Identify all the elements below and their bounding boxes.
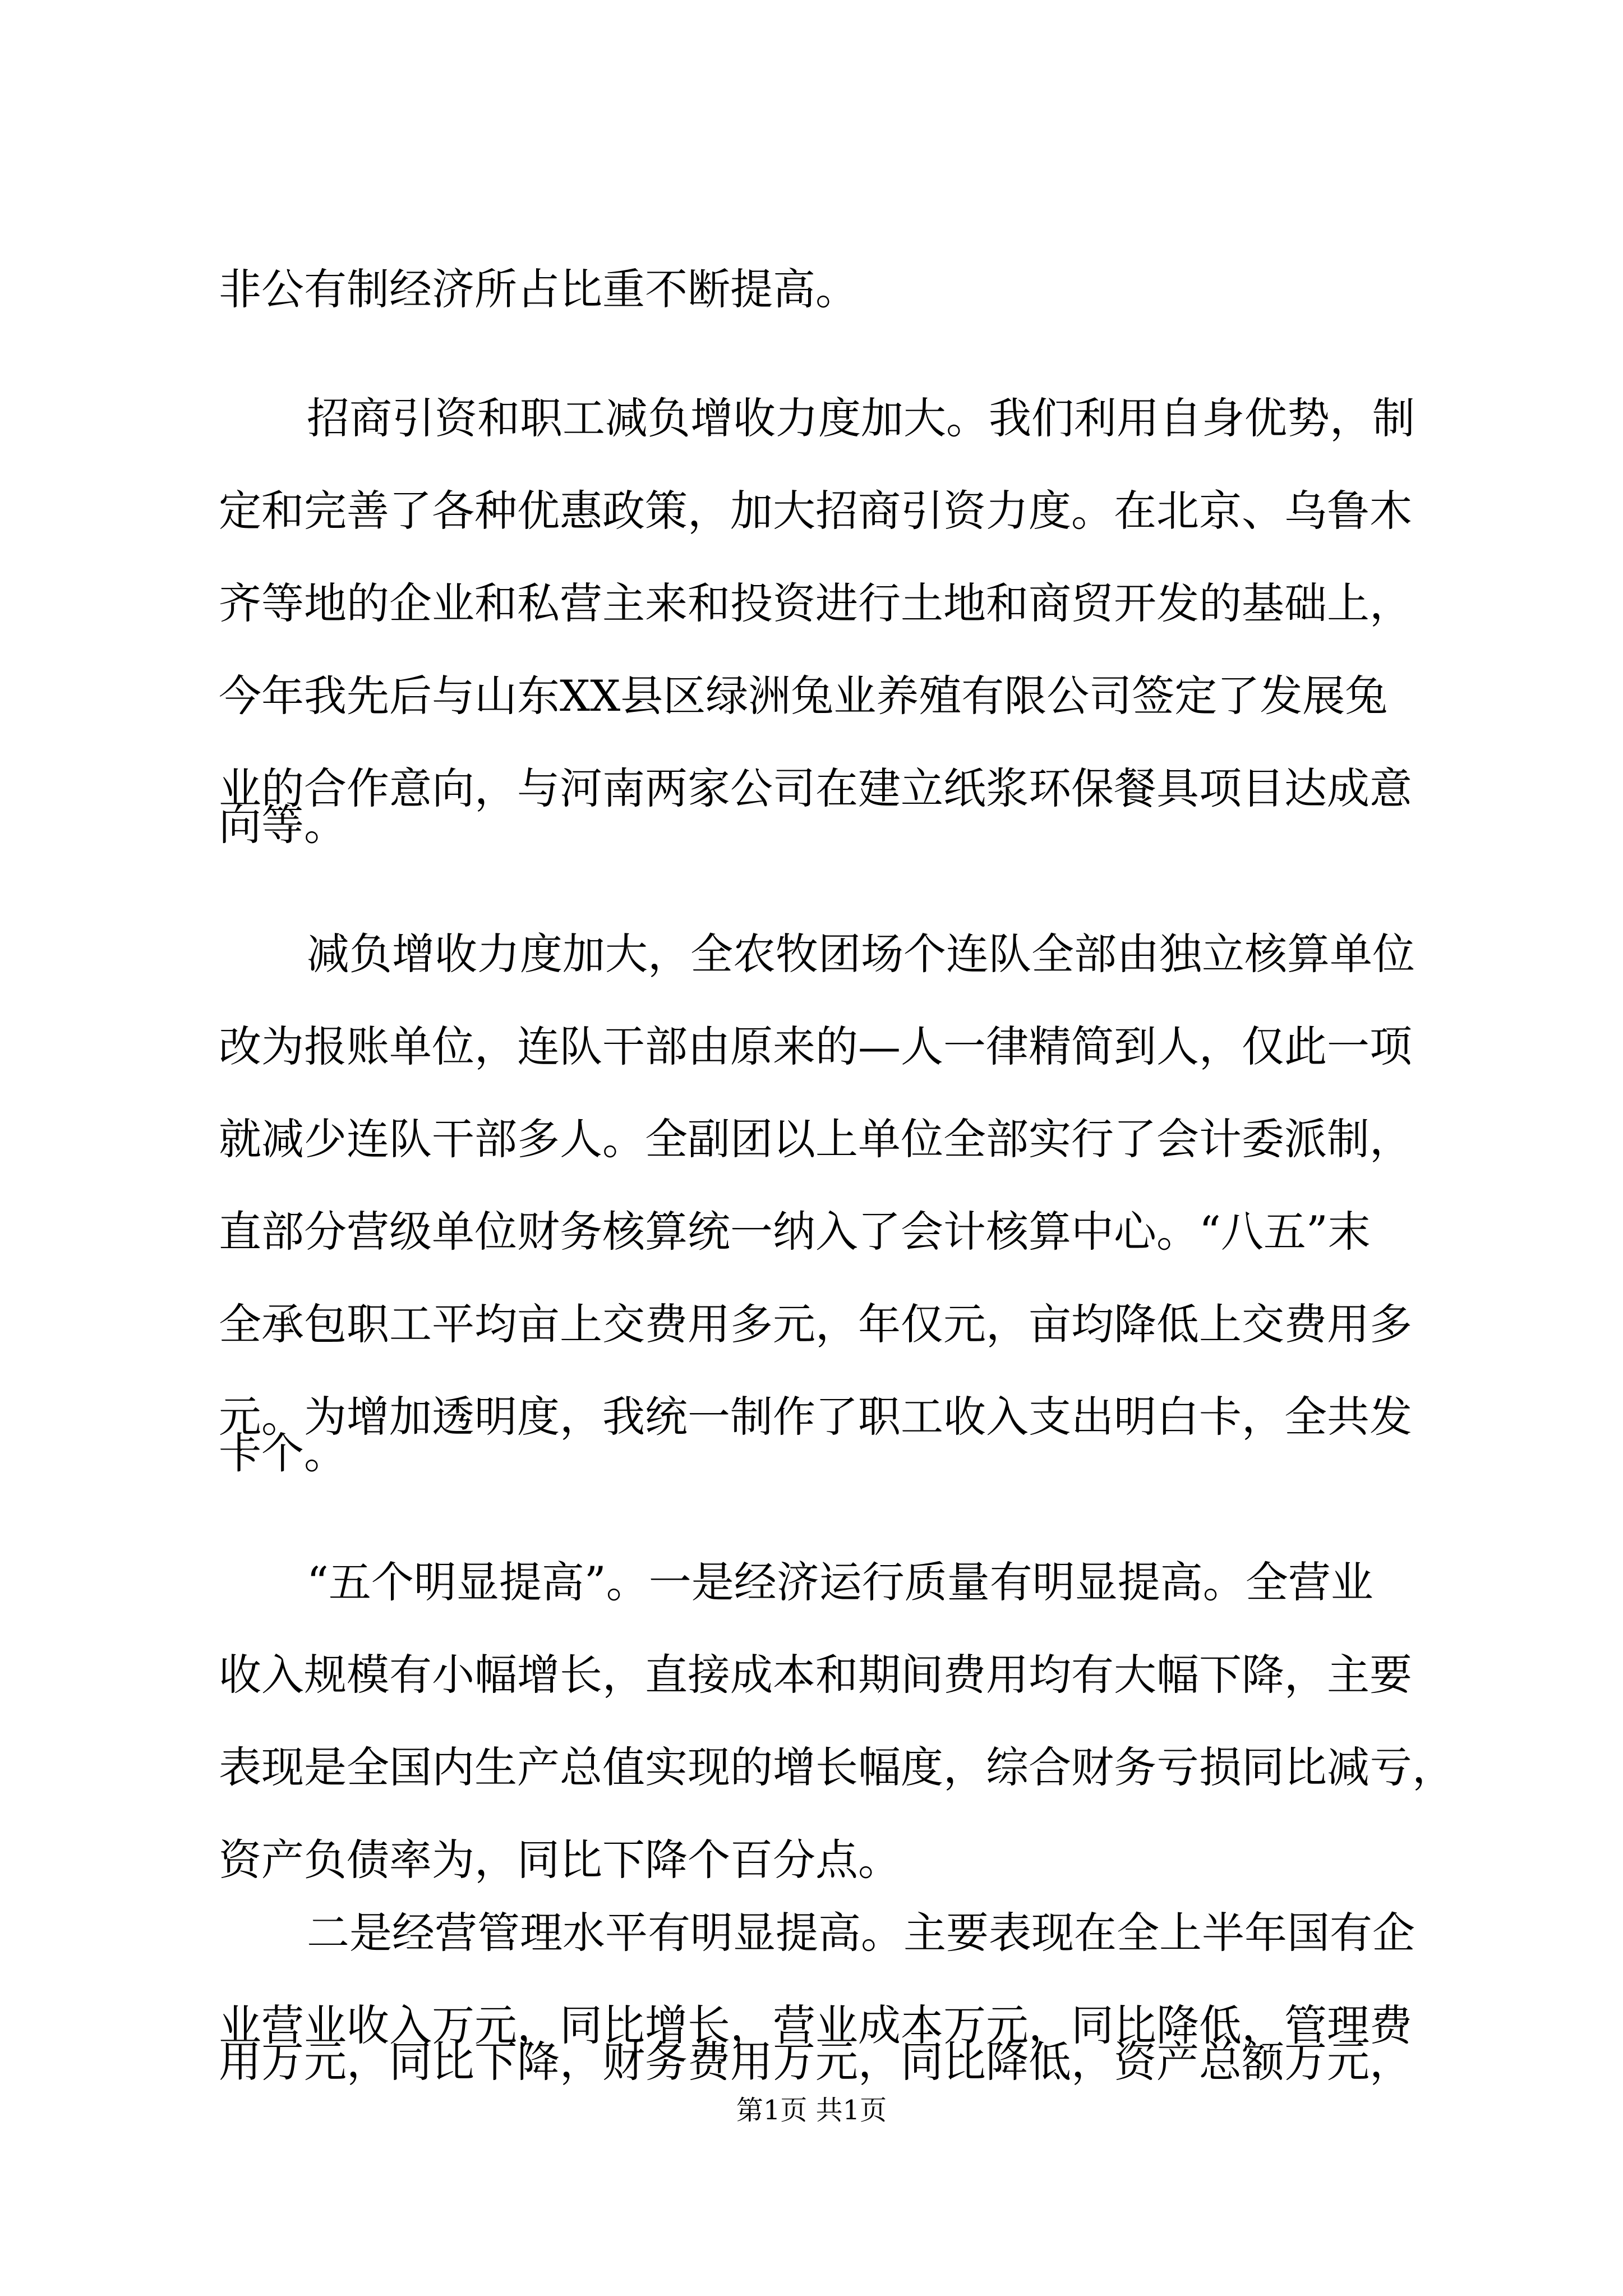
- text-line: 业营业收入万元，同比增长，营业成本万元，同比降低，管理费: [219, 2000, 1412, 2050]
- text-line: 用万元，同比下降，财务费用万元，同比降低，资产总额万元，: [219, 2037, 1412, 2087]
- text-line: 二是经营管理水平有明显提高。主要表现在全上半年国有企: [307, 1908, 1415, 1958]
- text-line: 直部分营级单位财务核算统一纳入了会计核算中心。“八五”末: [219, 1207, 1371, 1257]
- text-line: 全承包职工平均亩上交费用多元，年仅元，亩均降低上交费用多: [219, 1299, 1412, 1349]
- text-line: 今年我先后与山东XX县区绿洲兔业养殖有限公司签定了发展兔: [219, 671, 1388, 721]
- text-line: 收入规模有小幅增长，直接成本和期间费用均有大幅下降，主要: [219, 1650, 1412, 1700]
- text-line: 元。为增加透明度，我统一制作了职工收入支出明白卡，全共发: [219, 1392, 1412, 1442]
- text-line: 资产负债率为，同比下降个百分点。: [219, 1835, 901, 1885]
- text-line: 定和完善了各种优惠政策，加大招商引资力度。在北京、乌鲁木: [219, 486, 1412, 536]
- text-line: 向等。: [219, 800, 347, 850]
- text-line: 卡个。: [219, 1428, 347, 1478]
- text-line: 改为报账单位，连队干部由原来的—人一律精简到人，仅此一项: [219, 1022, 1412, 1071]
- text-line: 减负增收力度加大，全农牧团场个连队全部由独立核算单位: [307, 929, 1415, 979]
- text-line: 表现是全国内生产总值实现的增长幅度，综合财务亏损同比减亏，: [219, 1742, 1455, 1792]
- text-line: 非公有制经济所占比重不断提高。: [219, 264, 858, 314]
- text-line: 齐等地的企业和私营主来和投资进行土地和商贸开发的基础上，: [219, 578, 1412, 628]
- page-footer: 第1页 共1页: [736, 2095, 887, 2126]
- text-line: 业的合作意向，与河南两家公司在建立纸浆环保餐具项目达成意: [219, 763, 1412, 813]
- text-line: 就减少连队干部多人。全副团以上单位全部实行了会计委派制，: [219, 1114, 1412, 1164]
- text-line: “五个明显提高”。一是经济运行质量有明显提高。全营业: [307, 1557, 1373, 1607]
- text-line: 招商引资和职工减负增收力度加大。我们利用自身优势，制: [307, 393, 1415, 443]
